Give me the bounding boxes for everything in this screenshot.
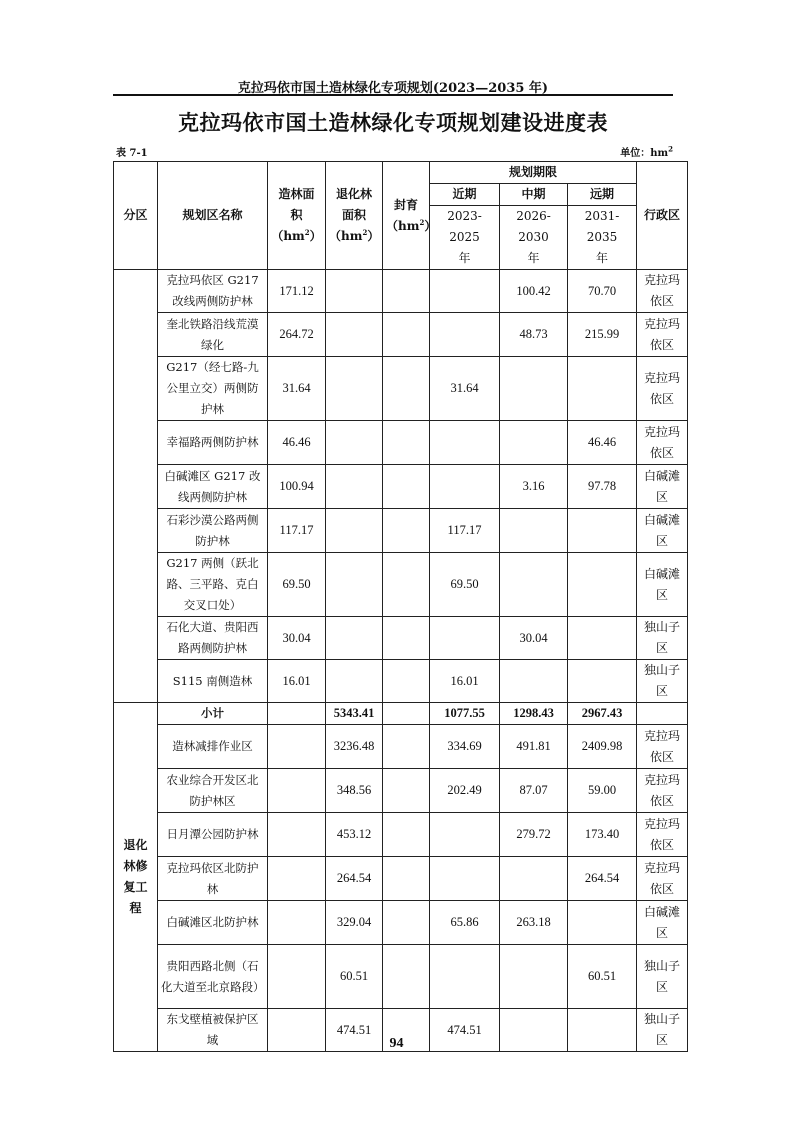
cell-degraded xyxy=(326,660,383,703)
cell-afforest: 30.04 xyxy=(268,617,326,660)
header-near-range: 2023-2025 年 xyxy=(430,206,500,270)
cell-far: 70.70 xyxy=(568,270,637,313)
cell-admin: 克拉玛依区 xyxy=(637,421,688,465)
header-afforest: 造林面 积$(hm^2)$ xyxy=(268,162,326,270)
cell-near: 31.64 xyxy=(430,357,500,421)
cell-degraded: 264.54 xyxy=(326,857,383,901)
cell-name: 贵阳西路北侧（石化大道至北京路段） xyxy=(158,945,268,1009)
cell-closed xyxy=(383,421,430,465)
cell-closed xyxy=(383,357,430,421)
cell-name: 白碱滩区 G217 改线两侧防护林 xyxy=(158,465,268,509)
header-name: 规划区名称 xyxy=(158,162,268,270)
cell-closed xyxy=(383,813,430,857)
cell-admin: 克拉玛依区 xyxy=(637,813,688,857)
table-row xyxy=(114,660,688,703)
cell-mid: 48.73 xyxy=(500,313,568,357)
cell-far: 60.51 xyxy=(568,945,637,1009)
cell-afforest: 31.64 xyxy=(268,357,326,421)
cell-admin xyxy=(637,703,688,725)
cell-near xyxy=(430,857,500,901)
table-row xyxy=(114,725,688,769)
cell-name: 克拉玛依区北防护林 xyxy=(158,857,268,901)
header-far: 远期 xyxy=(568,184,637,206)
cell-far xyxy=(568,901,637,945)
table-row xyxy=(114,945,688,1009)
cell-mid xyxy=(500,857,568,901)
cell-name: 白碱滩区北防护林 xyxy=(158,901,268,945)
cell-name: G217 两侧（跃北路、三平路、克白交叉口处） xyxy=(158,553,268,617)
cell-far xyxy=(568,617,637,660)
cell-near xyxy=(430,313,500,357)
cell-far: 46.46 xyxy=(568,421,637,465)
cell-far: 97.78 xyxy=(568,465,637,509)
cell-afforest: 100.94 xyxy=(268,465,326,509)
cell-admin: 克拉玛依区 xyxy=(637,769,688,813)
cell-mid: 279.72 xyxy=(500,813,568,857)
cell-degraded xyxy=(326,313,383,357)
cell-near: 334.69 xyxy=(430,725,500,769)
cell-near xyxy=(430,945,500,1009)
cell-far: 173.40 xyxy=(568,813,637,857)
cell-mid: 1298.43 xyxy=(500,703,568,725)
cell-closed xyxy=(383,769,430,813)
cell-admin: 克拉玛依区 xyxy=(637,857,688,901)
cell-name: 日月潭公园防护林 xyxy=(158,813,268,857)
cell-name: G217（经七路-九公里立交）两侧防护林 xyxy=(158,357,268,421)
cell-far xyxy=(568,509,637,553)
table-row xyxy=(114,769,688,813)
cell-degraded xyxy=(326,509,383,553)
cell-mid xyxy=(500,421,568,465)
cell-degraded: 453.12 xyxy=(326,813,383,857)
cell-closed xyxy=(383,857,430,901)
cell-admin: 克拉玛依区 xyxy=(637,270,688,313)
cell-closed xyxy=(383,270,430,313)
cell-mid: 30.04 xyxy=(500,617,568,660)
cell-closed xyxy=(383,725,430,769)
cell-closed xyxy=(383,660,430,703)
cell-admin: 独山子区 xyxy=(637,617,688,660)
cell-admin: 白碱滩区 xyxy=(637,509,688,553)
cell-degraded: 3236.48 xyxy=(326,725,383,769)
cell-name: 石化大道、贵阳西路两侧防护林 xyxy=(158,617,268,660)
header-far-range: 2031-2035 年 xyxy=(568,206,637,270)
table-row xyxy=(114,857,688,901)
cell-name: S115 南侧造林 xyxy=(158,660,268,703)
header-degraded: 退化林 面积 $(hm^2)$ xyxy=(326,162,383,270)
cell-afforest xyxy=(268,813,326,857)
cell-degraded: 5343.41 xyxy=(326,703,383,725)
header-rule xyxy=(113,94,673,96)
table-row xyxy=(114,813,688,857)
cell-degraded xyxy=(326,465,383,509)
cell-afforest xyxy=(268,901,326,945)
cell-mid xyxy=(500,945,568,1009)
header-near: 近期 xyxy=(430,184,500,206)
cell-degraded xyxy=(326,421,383,465)
cell-name: 小计 xyxy=(158,703,268,725)
cell-admin: 白碱滩区 xyxy=(637,465,688,509)
cell-mid: 491.81 xyxy=(500,725,568,769)
table-row xyxy=(114,313,688,357)
cell-afforest: 69.50 xyxy=(268,553,326,617)
cell-degraded xyxy=(326,357,383,421)
cell-name: 克拉玛依区 G217 改线两侧防护林 xyxy=(158,270,268,313)
cell-admin: 独山子区 xyxy=(637,1009,688,1052)
cell-near: 1077.55 xyxy=(430,703,500,725)
cell-closed xyxy=(383,553,430,617)
table-row xyxy=(114,509,688,553)
table-body-group2 xyxy=(114,703,688,1052)
cell-degraded: 348.56 xyxy=(326,769,383,813)
table-row xyxy=(114,465,688,509)
cell-name: 幸福路两侧防护林 xyxy=(158,421,268,465)
cell-admin: 克拉玛依区 xyxy=(637,725,688,769)
cell-far xyxy=(568,660,637,703)
cell-near xyxy=(430,421,500,465)
cell-name: 奎北铁路沿线荒漠绿化 xyxy=(158,313,268,357)
cell-name: 造林减排作业区 xyxy=(158,725,268,769)
table-row xyxy=(114,270,688,313)
cell-afforest: 46.46 xyxy=(268,421,326,465)
cell-name: 东戈壁植被保护区域 xyxy=(158,1009,268,1052)
cell-far: 264.54 xyxy=(568,857,637,901)
cell-closed xyxy=(383,703,430,725)
cell-near: 117.17 xyxy=(430,509,500,553)
cell-near: 16.01 xyxy=(430,660,500,703)
unit-label: 单位：$hm^2$ xyxy=(620,144,673,159)
cell-near: 69.50 xyxy=(430,553,500,617)
header-closed: 封育 $(hm^2)$ xyxy=(383,162,430,270)
cell-near: 474.51 xyxy=(430,1009,500,1052)
table-row xyxy=(114,617,688,660)
zone-cell-group1 xyxy=(114,270,158,703)
cell-admin: 白碱滩区 xyxy=(637,553,688,617)
cell-far: 2409.98 xyxy=(568,725,637,769)
running-header: 克拉玛依市国土造林绿化专项规划(2023—2035 年) xyxy=(237,81,549,96)
cell-mid xyxy=(500,509,568,553)
table-row xyxy=(114,553,688,617)
cell-closed xyxy=(383,465,430,509)
header-period: 规划期限 xyxy=(430,162,637,184)
cell-near: 65.86 xyxy=(430,901,500,945)
table-row xyxy=(114,357,688,421)
page-number: 94 xyxy=(389,1036,404,1051)
cell-afforest xyxy=(268,725,326,769)
cell-name: 农业综合开发区北防护林区 xyxy=(158,769,268,813)
table-number: 表 7-1 xyxy=(116,148,148,159)
cell-far: 59.00 xyxy=(568,769,637,813)
zone-cell-group2: 退化林修复工程 xyxy=(114,703,158,1052)
cell-degraded: 60.51 xyxy=(326,945,383,1009)
cell-mid: 263.18 xyxy=(500,901,568,945)
cell-mid xyxy=(500,660,568,703)
cell-afforest xyxy=(268,857,326,901)
cell-afforest: 16.01 xyxy=(268,660,326,703)
cell-mid: 87.07 xyxy=(500,769,568,813)
cell-far: 2967.43 xyxy=(568,703,637,725)
header-admin: 行政区 xyxy=(637,162,688,270)
cell-degraded xyxy=(326,617,383,660)
cell-closed xyxy=(383,901,430,945)
cell-far xyxy=(568,553,637,617)
cell-near xyxy=(430,813,500,857)
cell-near xyxy=(430,270,500,313)
cell-degraded xyxy=(326,270,383,313)
cell-near: 202.49 xyxy=(430,769,500,813)
cell-closed xyxy=(383,617,430,660)
cell-far: 215.99 xyxy=(568,313,637,357)
cell-far xyxy=(568,357,637,421)
cell-afforest: 264.72 xyxy=(268,313,326,357)
cell-mid xyxy=(500,553,568,617)
page-title: 克拉玛依市国土造林绿化专项规划建设进度表 xyxy=(178,111,608,135)
cell-admin: 白碱滩区 xyxy=(637,901,688,945)
cell-closed xyxy=(383,509,430,553)
cell-mid xyxy=(500,357,568,421)
cell-mid: 3.16 xyxy=(500,465,568,509)
subtotal-row xyxy=(114,703,688,725)
cell-admin: 克拉玛依区 xyxy=(637,357,688,421)
table-row xyxy=(114,421,688,465)
cell-closed xyxy=(383,313,430,357)
cell-degraded xyxy=(326,553,383,617)
header-mid: 中期 xyxy=(500,184,568,206)
cell-closed xyxy=(383,945,430,1009)
cell-admin: 独山子区 xyxy=(637,660,688,703)
cell-degraded: 474.51 xyxy=(326,1009,383,1052)
cell-near xyxy=(430,617,500,660)
cell-afforest: 171.12 xyxy=(268,270,326,313)
cell-afforest xyxy=(268,945,326,1009)
cell-mid: 100.42 xyxy=(500,270,568,313)
cell-near xyxy=(430,465,500,509)
cell-afforest xyxy=(268,769,326,813)
cell-afforest: 117.17 xyxy=(268,509,326,553)
cell-name: 石彩沙漠公路两侧防护林 xyxy=(158,509,268,553)
cell-degraded: 329.04 xyxy=(326,901,383,945)
table-body-group1 xyxy=(114,270,688,703)
progress-table xyxy=(113,161,688,1052)
cell-afforest xyxy=(268,703,326,725)
table-row xyxy=(114,901,688,945)
header-zone: 分区 xyxy=(114,162,158,270)
header-mid-range: 2026-2030 年 xyxy=(500,206,568,270)
cell-admin: 独山子区 xyxy=(637,945,688,1009)
cell-admin: 克拉玛依区 xyxy=(637,313,688,357)
